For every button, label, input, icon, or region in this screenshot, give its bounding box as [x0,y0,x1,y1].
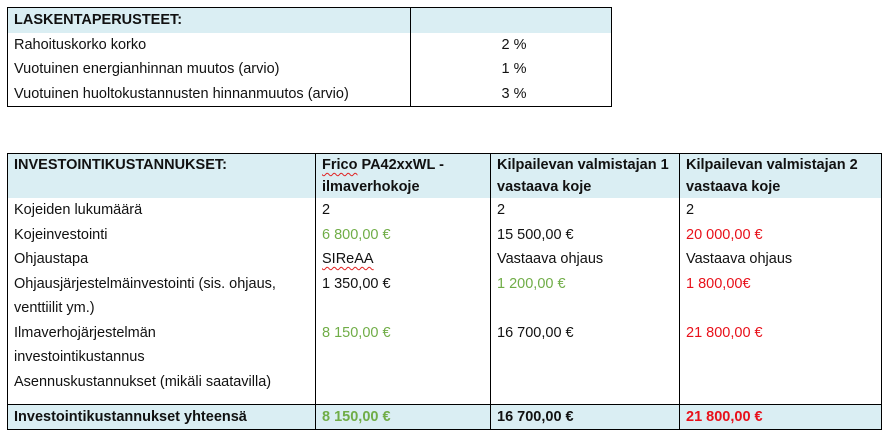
brand-name-misspelled: Frico [322,157,358,173]
table-header-row [8,154,882,199]
table-row [8,223,882,248]
row-label: Kojeinvestointi [8,223,316,248]
cell-value: 16 700,00 € [491,321,680,370]
basis-value: 3 % [411,82,612,107]
cell-value-worst: 1 800,00€ [680,272,882,321]
cell-value-best: 6 800,00 € [316,223,491,248]
basis-value: 2 % [411,33,612,58]
table-row [8,198,882,223]
cell-value: 2 [680,198,882,223]
cell-value: 2 [316,198,491,223]
row-label: Ohjaustapa [8,247,316,272]
cell-value-best: 8 150,00 € [316,321,491,370]
table-row [8,57,612,82]
invest-header-frico [316,154,491,199]
row-label: Ilmaverhojärjestelmän investointikustannus [8,321,316,370]
invest-header-competitor-1: Kilpailevan valmistajan 1 vastaava koje [491,154,680,199]
total-label: Investointikustannukset yhteensä [8,405,316,430]
table-row [8,370,882,405]
investment-total-table [7,404,882,430]
cell-value [316,370,491,405]
basis-label: Vuotuinen huoltokustannusten hinnanmuutos (arvio) [8,82,411,107]
table-row [8,321,882,370]
cell-value-worst: 20 000,00 € [680,223,882,248]
invest-header-competitor-2: Kilpailevan valmistajan 2 vastaava koje [680,154,882,199]
cell-value [491,370,680,405]
cell-value: 2 [491,198,680,223]
investment-costs-table [7,153,882,405]
cell-value: Vastaava ohjaus [491,247,680,272]
control-method-misspelled: SIReAA [322,251,374,267]
cell-value: 1 350,00 € [316,272,491,321]
total-row [8,405,882,430]
basis-label: Rahoituskorko korko [8,33,411,58]
invest-header-title: INVESTOINTIKUSTANNUKSET: [8,154,316,199]
cell-value: Vastaava ohjaus [680,247,882,272]
table-row [8,82,612,107]
total-value: 16 700,00 € [491,405,680,430]
basis-header-empty [411,8,612,33]
cell-value: 15 500,00 € [491,223,680,248]
cell-value [316,247,491,272]
row-label: Kojeiden lukumäärä [8,198,316,223]
table-row [8,272,882,321]
basis-value: 1 % [411,57,612,82]
row-label: Ohjausjärjestelmäinvestointi (sis. ohjaus, venttiilit ym.) [8,272,316,321]
total-value-best: 8 150,00 € [316,405,491,430]
product-name: PA42xxWL - ilmaverhokoje [322,157,444,195]
basis-label: Vuotuinen energianhinnan muutos (arvio) [8,57,411,82]
row-label: Asennuskustannukset (mikäli saatavilla) [8,370,316,405]
total-value-worst: 21 800,00 € [680,405,882,430]
basis-header-title: LASKENTAPERUSTEET: [8,8,411,33]
table-row [8,247,882,272]
cell-value-worst: 21 800,00 € [680,321,882,370]
cell-value-best: 1 200,00 € [491,272,680,321]
cell-value [680,370,882,405]
table-row [8,33,612,58]
calculation-basis-table [7,7,612,107]
table-header-row [8,8,612,33]
